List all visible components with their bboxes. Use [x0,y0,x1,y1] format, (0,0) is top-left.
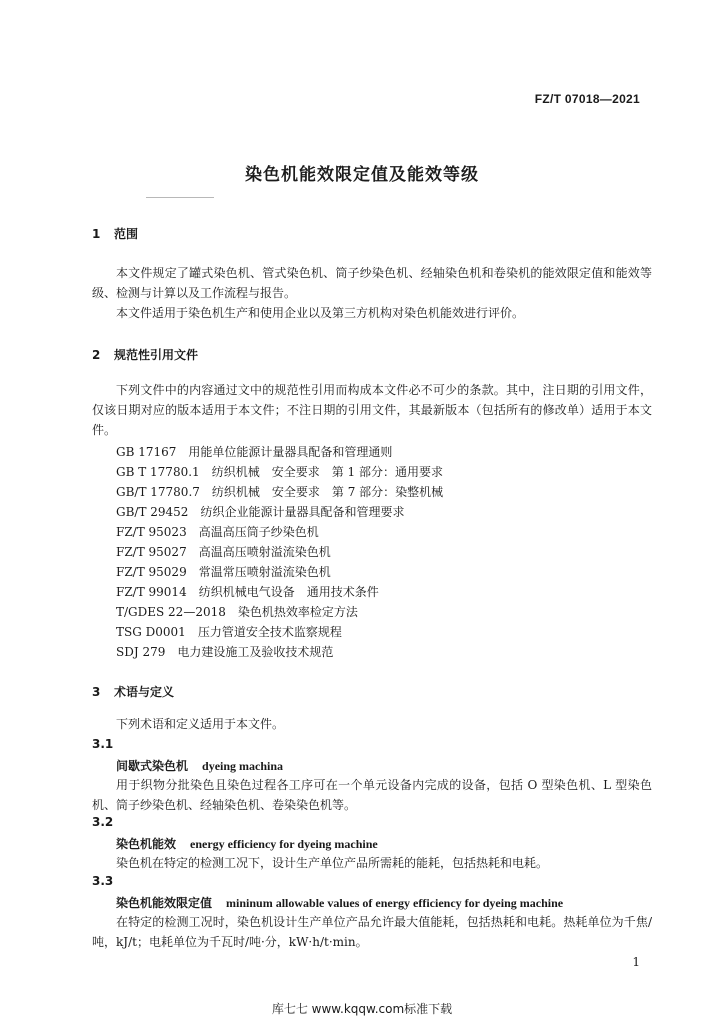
term-en: mininum allowable values of energy efficiency for dyeing machine [226,896,564,910]
term-heading [116,835,378,852]
reference-code: FZ/T 95027 [116,545,187,559]
reference-title: 常温常压喷射溢流染色机 [198,565,331,579]
term-heading [116,894,563,911]
term-definition: 用于织物分批染色且染色过程各工序可在一个单元设备内完成的设备，包括 O 型染色机、L 型染色机、筒子纱染色机、经轴染色机、卷染染色机等。 [92,778,652,812]
reference-code: GB/T 17780.7 [116,485,200,499]
paragraph: 本文件规定了罐式染色机、管式染色机、筒子纱染色机、经轴染色机和卷染机的能效限定值和能效等级、检测与计算以及工作流程与报告。 [92,266,652,300]
reference-item [116,583,379,600]
term-zh: 染色机能效 [116,837,177,851]
reference-code: FZ/T 95029 [116,565,187,579]
reference-title: 电力建设施工及验收技术规范 [177,645,334,659]
reference-title: 纺织机械电气设备 通用技术条件 [198,585,379,599]
reference-item [116,543,331,560]
footer-watermark: 库七七 www.kqqw.com标准下载 [271,1002,453,1016]
reference-item [116,643,333,660]
reference-item [116,523,319,540]
reference-item [116,603,358,620]
reference-item [116,623,342,640]
reference-title: 压力管道安全技术监察规程 [197,625,342,639]
term-definition: 染色机在特定的检测工况下，设计生产单位产品所需耗的能耗，包括热耗和电耗。 [116,856,549,870]
section-number: 2 [92,348,101,362]
standard-code: FZ/T 07018—2021 [534,92,640,106]
reference-title: 高温高压筒子纱染色机 [198,525,319,539]
reference-code: TSG D0001 [116,625,186,639]
section-number: 1 [92,227,101,241]
section-2-heading [92,346,198,363]
term-zh: 染色机能效限定值 [116,896,213,910]
reference-item [116,503,404,520]
paragraph: 本文件适用于染色机生产和使用企业以及第三方机构对染色机能效进行评价。 [116,306,525,320]
term-heading [116,757,283,774]
section-title: 规范性引用文件 [114,348,199,362]
reference-item [116,443,392,460]
section-3-heading [92,683,174,700]
paragraph: 下列文件中的内容通过文中的规范性引用而构成本文件必不可少的条款。其中，注日期的引用文件，仅该日期对应的版本适用于本文件；不注日期的引用文件，其最新版本（包括所有的修改单）适用于本文件。 [92,383,652,437]
term-number: 3.1 [92,737,114,751]
reference-item [116,463,443,480]
reference-title: 高温高压喷射溢流染色机 [198,545,331,559]
reference-item [116,483,443,500]
paragraph: 下列术语和定义适用于本文件。 [116,717,285,731]
reference-code: SDJ 279 [116,645,166,659]
term-number: 3.2 [92,815,114,829]
reference-code: GB 17167 [116,445,177,459]
reference-title: 用能单位能源计量器具配备和管理通则 [188,445,393,459]
page-number: 1 [632,955,640,969]
reference-code: T/GDES 22—2018 [116,605,226,619]
reference-code: GB/T 29452 [116,505,189,519]
scan-mark [146,197,214,198]
reference-title: 纺织企业能源计量器具配备和管理要求 [200,505,405,519]
term-definition: 在特定的检测工况时，染色机设计生产单位产品允许最大值能耗，包括热耗和电耗。热耗单位为千焦/吨，kJ/t；电耗单位为千瓦时/吨·分，kW·h/t·min。 [92,915,652,949]
reference-title: 染色机热效率检定方法 [237,605,358,619]
section-1-heading [92,225,138,242]
term-zh: 间歇式染色机 [116,759,189,773]
section-number: 3 [92,685,101,699]
reference-title: 纺织机械 安全要求 第 1 部分：通用要求 [211,465,443,479]
term-en: energy efficiency for dyeing machine [190,837,378,851]
section-title: 范围 [114,227,139,241]
section-title: 术语与定义 [114,685,175,699]
reference-item [116,563,331,580]
reference-code: FZ/T 95023 [116,525,187,539]
document-title: 染色机能效限定值及能效等级 [245,165,479,185]
reference-code: GB T 17780.1 [116,465,200,479]
reference-title: 纺织机械 安全要求 第 7 部分：染整机械 [211,485,444,499]
reference-code: FZ/T 99014 [116,585,187,599]
term-en: dyeing machina [202,759,284,773]
term-number: 3.3 [92,874,114,888]
